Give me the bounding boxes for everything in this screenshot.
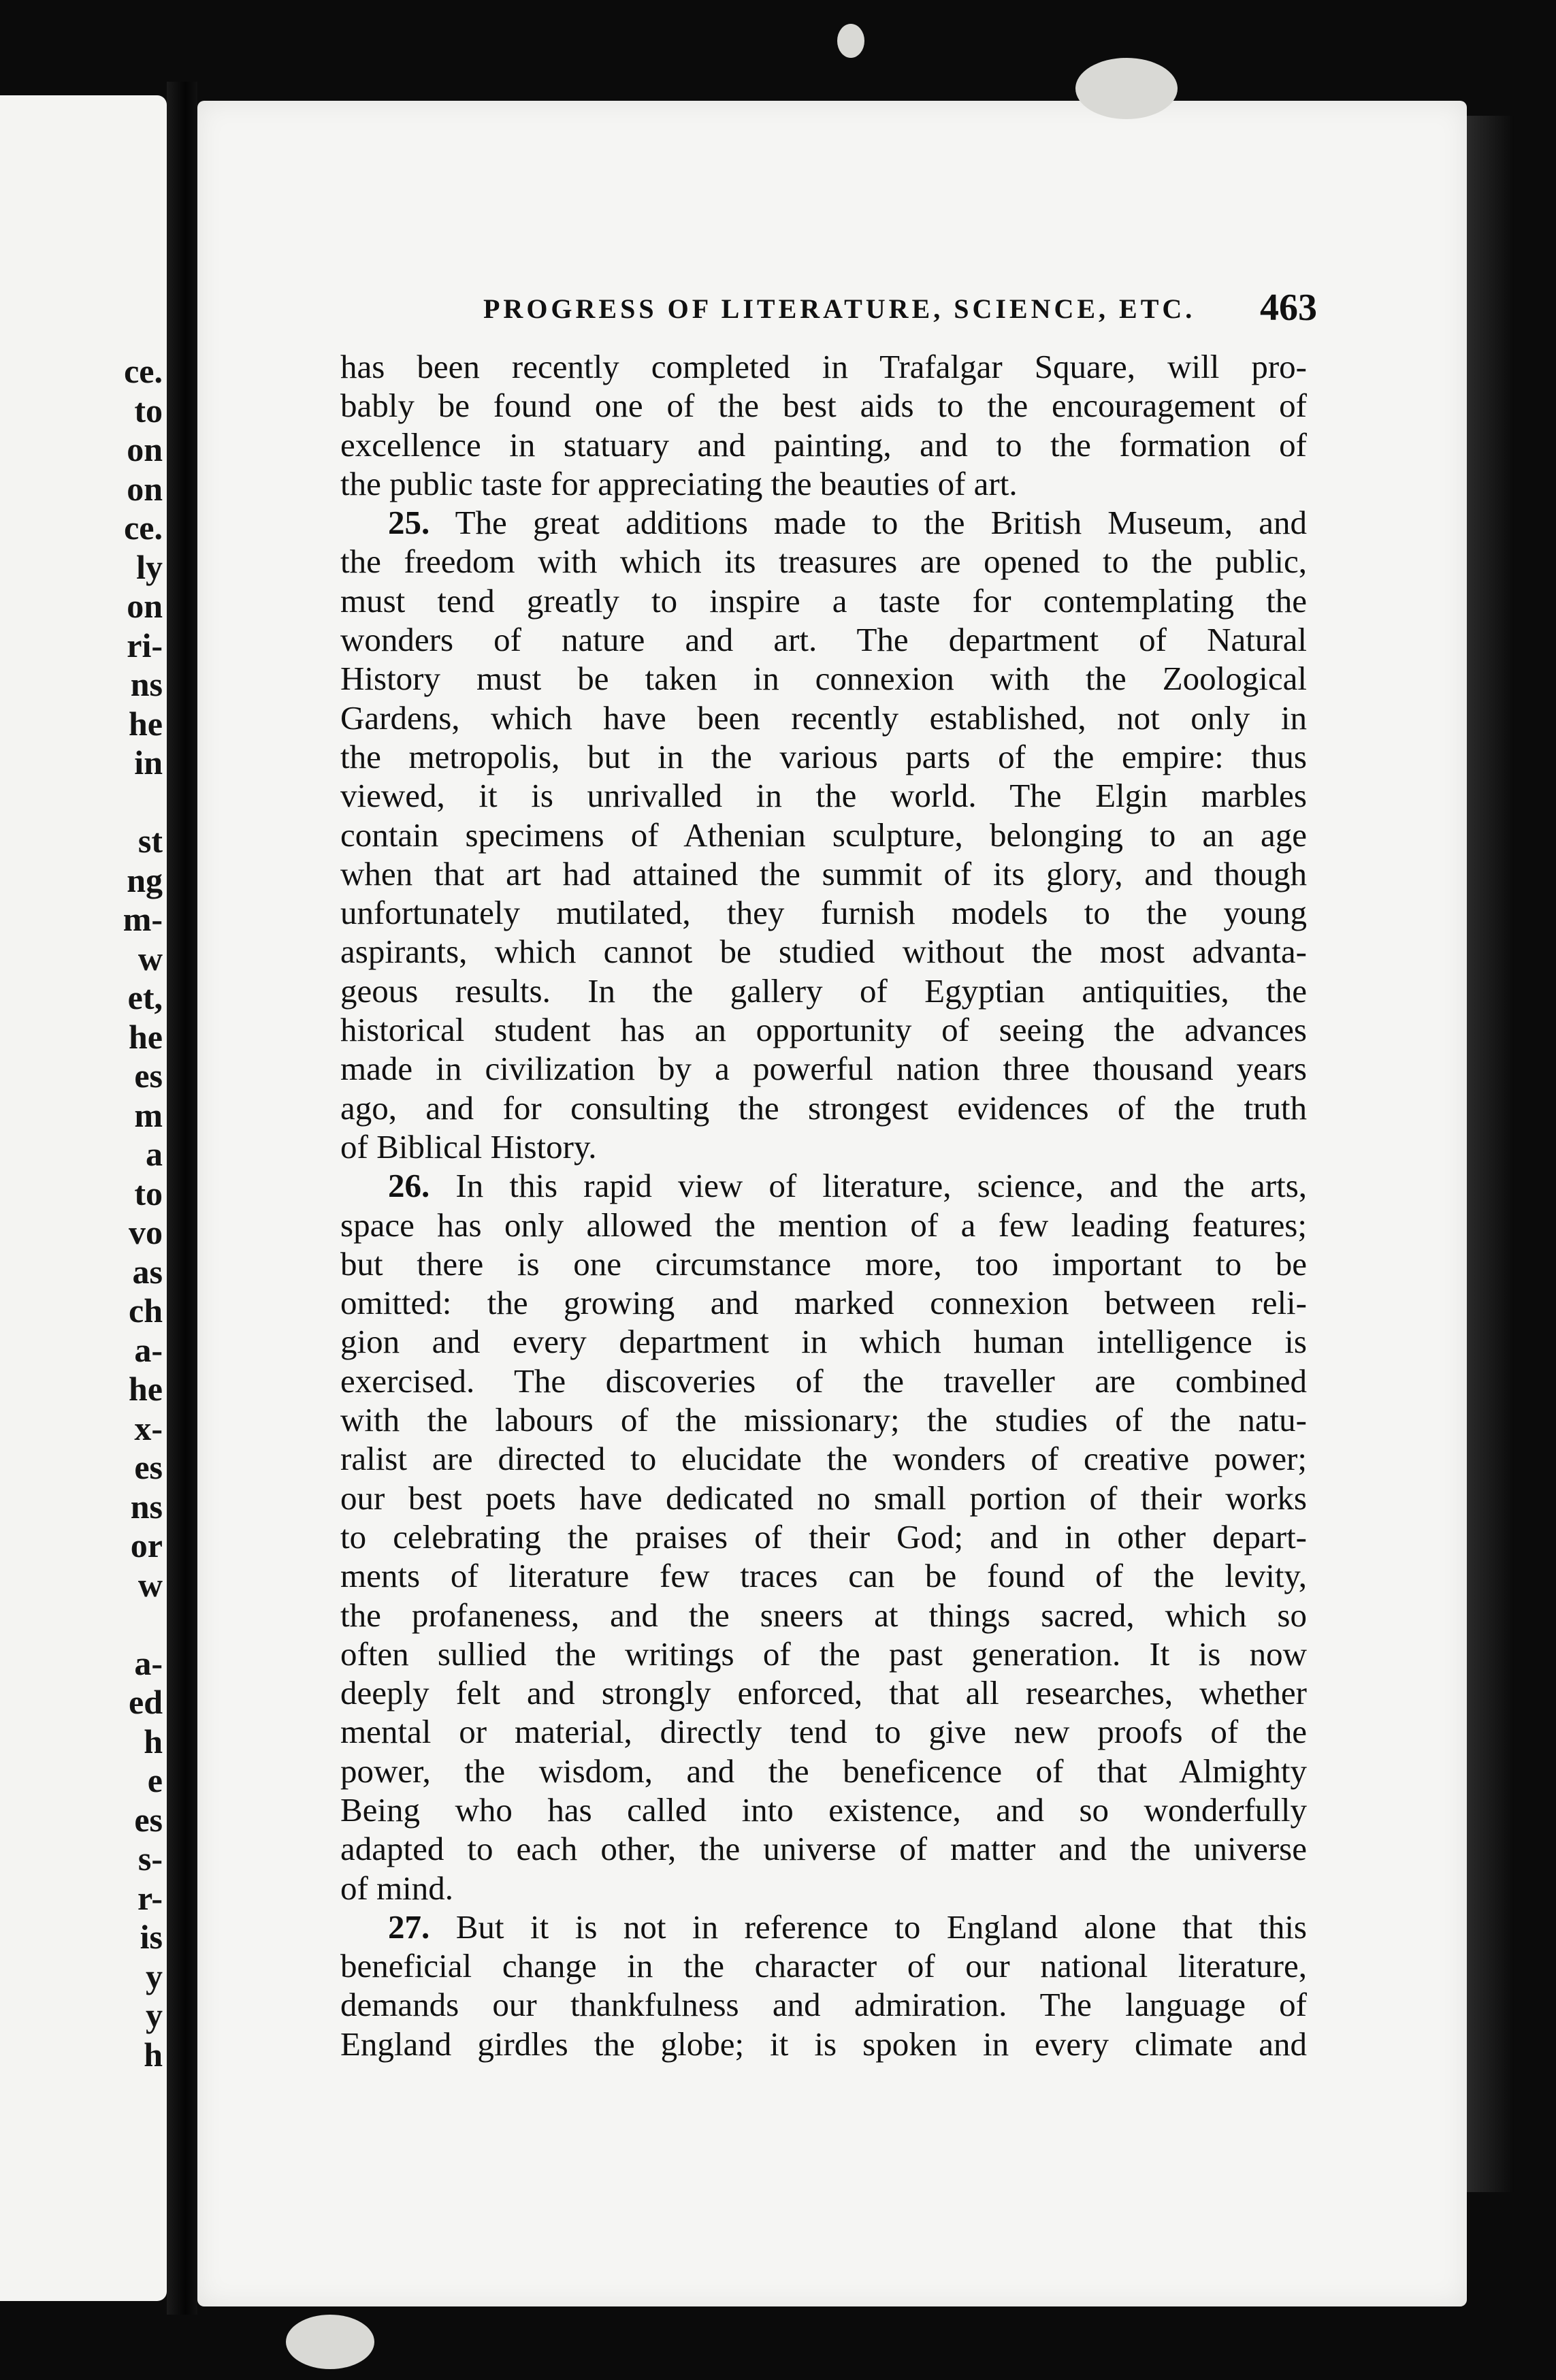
line-text: of Biblical History. [340,1127,597,1165]
text-line [340,425,1307,464]
previous-page-fragment: is [140,1918,163,1956]
previous-page-fragment: to [134,1174,163,1212]
previous-page-fragment: vo [129,1213,163,1251]
line-text: aspirants, which cannot be studied without the most advanta- [340,933,1307,971]
line-text: adapted to each other, the universe of matter and the universe [340,1830,1307,1868]
line-text: has been recently completed in Trafalgar Square, will pro- [340,348,1307,385]
text-line [340,1752,1307,1790]
previous-page-fragment: es [134,1800,163,1839]
running-head-title: PROGRESS OF LITERATURE, SCIENCE, ETC. [483,293,1196,324]
previous-page-fragment: a- [134,1643,163,1682]
text-line [340,1596,1307,1635]
text-line [340,1829,1307,1868]
line-text: excellence in statuary and painting, and to the formation of [340,425,1307,464]
line-text: beneficial change in the character of our national literature, [340,1947,1307,1985]
text-line [340,893,1307,932]
previous-page-edge [0,95,167,2301]
text-line [340,1712,1307,1751]
line-text: our best poets have dedicated no small portion of their works [340,1479,1307,1517]
previous-page-fragment: e [147,1761,163,1799]
text-line [340,1322,1307,1361]
previous-page-fragment: x- [134,1409,163,1447]
line-text: often sullied the writings of the past generation. It is now [340,1635,1307,1673]
line-text: In this rapid view of literature, science, and the arts, [455,1167,1308,1205]
text-line [340,1049,1307,1088]
text-line [340,347,1307,386]
previous-page-fragment: to [134,391,163,430]
text-line [340,386,1307,425]
line-text: of mind. [340,1869,454,1907]
page-edge-shadow [1467,116,1514,2192]
previous-page-fragment: ns [130,665,163,703]
paragraph-number: 26. [388,1167,430,1205]
previous-page-fragment: ns [130,1487,163,1526]
line-text: ralist are directed to elucidate the wonders of creative power; [340,1440,1307,1478]
text-line [340,1127,1307,1166]
previous-page-fragment: ly [136,547,163,586]
text-line [340,1089,1307,1127]
text-line [340,659,1307,698]
line-text: Gardens, which have been recently established, not only in [340,698,1307,737]
previous-page-fragment: he [129,1017,163,1056]
line-text: exercised. The discoveries of the traveller are combined [340,1362,1307,1400]
line-text: demands our thankfulness and admiration. The language of [340,1986,1307,2024]
text-line [340,1479,1307,1517]
previous-page-fragment: on [127,469,163,508]
paper-speck [837,24,864,58]
previous-page-fragment: es [134,1057,163,1095]
text-line [340,1635,1307,1673]
line-text: ago, and for consulting the strongest evidences of the truth [340,1089,1307,1127]
previous-page-fragment: ed [129,1683,163,1721]
book-gutter [167,82,197,2315]
line-text: geous results. In the gallery of Egyptian antiquities, the [340,971,1307,1010]
line-text: wonders of nature and art. The department of Natural [340,621,1307,659]
text-line [340,1400,1307,1439]
text-line [340,1673,1307,1712]
previous-page-fragment: he [129,704,163,743]
body-text [340,347,1307,2063]
previous-page-fragment: ce. [124,509,163,547]
line-text: must tend greatly to inspire a taste for contemplating the [340,581,1307,620]
text-line [340,1946,1307,1985]
line-text: historical student has an opportunity of seeing the advances [340,1011,1307,1049]
line-text: the public taste for appreciating the beauties of art. [340,464,1018,502]
previous-page-fragment: a [146,1135,163,1173]
line-text: contain specimens of Athenian sculpture, belonging to an age [340,816,1307,854]
text-line [340,1869,1307,1908]
text-line [340,581,1307,620]
line-text: unfortunately mutilated, they furnish models to the young [340,894,1307,932]
previous-page-fragment: st [137,822,163,860]
line-text: to celebrating the praises of their God; and in other depart- [340,1517,1307,1556]
text-line [340,1010,1307,1049]
paper-speck [286,2315,374,2369]
previous-page-fragment: on [127,587,163,625]
paragraph-number: 25. [388,504,430,542]
text-line [340,1166,1307,1205]
line-text: History must be taken in connexion with the Zoological [340,660,1307,698]
line-text: England girdles the globe; it is spoken in every climate and [340,2025,1307,2063]
text-line [340,1985,1307,2024]
text-line [340,776,1307,815]
previous-page-fragment: s- [137,1839,163,1878]
previous-page-fragment: m- [123,900,163,938]
text-line [340,971,1307,1010]
previous-page-fragment: a- [134,1330,163,1369]
text-line [340,1790,1307,1829]
line-text: the metropolis, but in the various parts of the empire: thus [340,737,1307,775]
text-line [340,816,1307,854]
text-line [340,1362,1307,1400]
line-text: viewed, it is unrivalled in the world. The Elgin marbles [340,777,1307,815]
text-line [340,737,1307,776]
text-line [340,464,1307,503]
line-text: gion and every department in which human intelligence is [340,1323,1307,1361]
line-text: But it is not in reference to England alone that this [455,1908,1307,1946]
line-text: ments of literature few traces can be found of the levity, [340,1557,1307,1595]
previous-page-fragment: es [134,1448,163,1486]
line-text: bably be found one of the best aids to the encouragement of [340,387,1307,425]
text-line [340,932,1307,971]
text-line [340,1283,1307,1322]
line-text: power, the wisdom, and the beneficence of that Almighty [340,1752,1307,1790]
text-line [340,620,1307,659]
line-text: The great additions made to the British Museum, and [455,504,1307,542]
previous-page-fragment: h [144,2035,163,2074]
previous-page-fragment: y [146,1996,163,2034]
previous-page-fragment: ch [129,1291,163,1330]
line-text: but there is one circumstance more, too important to be [340,1244,1307,1283]
line-text: the freedom with which its treasures are opened to the public, [340,543,1307,581]
running-head [483,287,1317,329]
text-line [340,1517,1307,1556]
line-text: with the labours of the missionary; the studies of the natu- [340,1401,1307,1439]
text-line [340,698,1307,737]
previous-page-fragment: he [129,1370,163,1408]
previous-page-fragment: as [132,1252,163,1291]
line-text: Being who has called into existence, and so wonderfully [340,1790,1307,1829]
text-line [340,503,1307,542]
previous-page-fragment: on [127,430,163,468]
line-text: space has only allowed the mention of a few leading features; [340,1206,1307,1244]
text-line [340,1244,1307,1283]
text-line [340,1439,1307,1478]
previous-page-fragment: ce. [124,352,163,390]
text-line [340,542,1307,581]
paragraph-number: 27. [388,1908,430,1946]
previous-page-fragment: ri- [127,626,163,664]
line-text: deeply felt and strongly enforced, that all researches, whether [340,1674,1307,1712]
previous-page-fragment: r- [137,1878,163,1917]
paper-speck [1075,58,1178,119]
line-text: when that art had attained the summit of its glory, and though [340,854,1307,892]
text-line [340,1206,1307,1244]
text-line [340,1908,1307,1946]
text-line [340,1556,1307,1595]
previous-page-fragment: ng [127,861,163,899]
text-line [340,2025,1307,2063]
line-text: mental or material, directly tend to give new proofs of the [340,1713,1307,1751]
previous-page-fragment: y [146,1957,163,1995]
previous-page-fragment: w [137,939,163,978]
previous-page-fragment: w [137,1565,163,1604]
line-text: omitted: the growing and marked connexion between reli- [340,1284,1307,1322]
previous-page-fragment: m [134,1095,163,1134]
text-line [340,854,1307,893]
previous-page-fragment: or [130,1526,163,1564]
page-number: 463 [1260,287,1317,329]
previous-page-fragment: in [134,743,163,782]
line-text: made in civilization by a powerful nation three thousand years [340,1050,1307,1088]
previous-page-fragment: et, [127,978,163,1016]
previous-page-fragment: h [144,1722,163,1760]
line-text: the profaneness, and the sneers at things sacred, which so [340,1596,1307,1634]
